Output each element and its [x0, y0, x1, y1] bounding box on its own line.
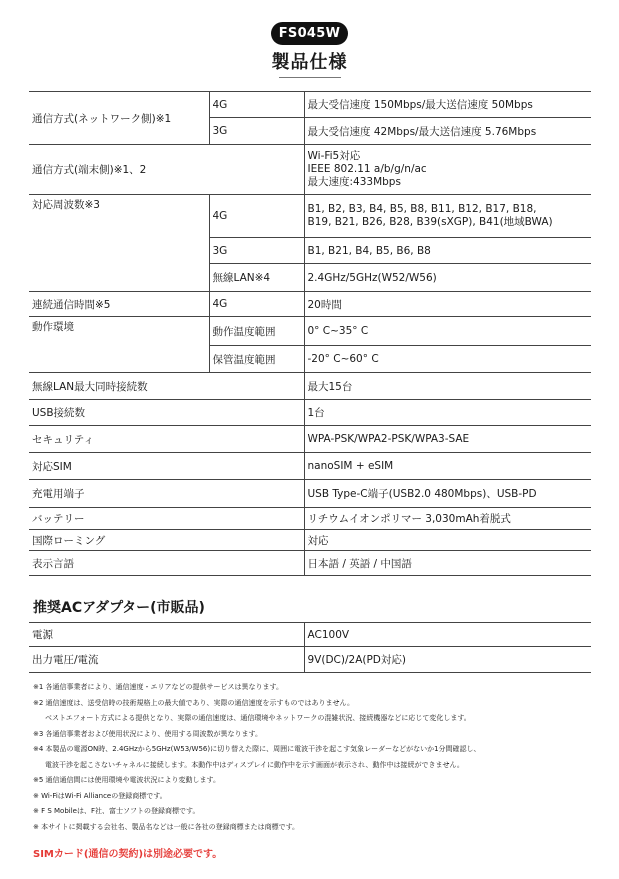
row-value: AC100V — [304, 623, 591, 647]
row-value — [304, 145, 591, 195]
row-value: -20° C~60° C — [304, 346, 591, 373]
title-underline — [279, 77, 341, 78]
row-value — [304, 195, 591, 238]
footnotes — [33, 680, 593, 835]
row-label: USB接続数 — [29, 400, 304, 426]
row-value: 対応 — [304, 530, 591, 551]
row-value-line: 最大速度:433Mbps — [307, 176, 401, 189]
row-value: 日本語 / 英語 / 中国語 — [304, 551, 591, 576]
table-row — [29, 317, 591, 346]
table-row — [29, 647, 591, 673]
footnote: ※1 各通信事業者により、通信速度・エリアなどの提供サービスは異なります。 — [33, 683, 283, 691]
table-row — [29, 400, 591, 426]
table-row — [29, 453, 591, 480]
footnote: ※2 通信速度は、送受信時の技術規格上の最大値であり、実際の通信速度を示すものではありません。 — [33, 698, 354, 707]
row-value: WPA-PSK/WPA2-PSK/WPA3-SAE — [304, 426, 591, 453]
row-value: 最大15台 — [304, 373, 591, 400]
model-badge: FS045W — [271, 22, 348, 45]
row-value-line: IEEE 802.11 a/b/g/n/ac — [307, 162, 427, 175]
table-row — [29, 195, 591, 238]
row-label: 国際ローミング — [29, 530, 304, 551]
table-row — [29, 480, 591, 508]
table-row — [29, 145, 591, 195]
row-sublabel: 4G — [209, 195, 304, 238]
row-value: 1台 — [304, 400, 591, 426]
footnote: ※ Wi-FiはWi-Fi Allianceの登録商標です。 — [33, 791, 167, 800]
row-label: バッテリー — [29, 508, 304, 530]
row-label: 充電用端子 — [29, 480, 304, 508]
footnote: 電波干渉を起こさないチャネルに接続します。本動作中はディスプレイに動作中を示す画面が表示され、動作中は接続ができません。 — [45, 760, 464, 769]
row-label: 通信方式(端末側)※1、2 — [29, 145, 304, 195]
footnote: ベストエフォート方式による提供となり、実際の通信速度は、通信環境やネットワークの混雑状況、接続機器などに応じて変化します。 — [45, 714, 471, 722]
page-title: 製品仕様 — [271, 52, 348, 73]
row-value-line: B19, B21, B26, B28, B39(sXGP), B41(地域BWA) — [307, 216, 553, 228]
row-value: B1, B21, B4, B5, B6, B8 — [304, 238, 591, 264]
row-label: 通信方式(ネットワーク側)※1 — [29, 92, 209, 145]
adapter-section-title: 推奨ACアダプター(市販品) — [33, 600, 205, 616]
row-sublabel: 保管温度範囲 — [209, 346, 304, 373]
row-value: 0° C~35° C — [304, 317, 591, 346]
footnote: ※ 本サイトに掲載する会社名、製品名などは一般に各社の登録商標または商標です。 — [33, 822, 300, 831]
row-value-line: Wi-Fi5対応 — [307, 149, 361, 162]
table-row — [29, 373, 591, 400]
table-row — [29, 92, 591, 118]
row-label: 対応SIM — [29, 453, 304, 480]
row-sublabel: 無線LAN※4 — [209, 264, 304, 292]
row-label: 電源 — [29, 623, 304, 647]
row-value: 2.4GHz/5GHz(W52/W56) — [304, 264, 591, 292]
row-value: USB Type-C端子(USB2.0 480Mbps)、USB-PD — [304, 480, 591, 508]
footnote: ※ F S Mobileは、F社、富士ソフトの登録商標です。 — [33, 807, 200, 815]
row-sublabel: 動作温度範囲 — [209, 317, 304, 346]
table-row — [29, 530, 591, 551]
row-value: リチウムイオンポリマー 3,030mAh着脱式 — [304, 508, 591, 530]
spec-table — [29, 91, 591, 576]
sim-required-warning: SIMカード(通信の契約)は別途必要です。 — [33, 849, 223, 860]
row-label: 表示言語 — [29, 551, 304, 576]
row-label: 出力電圧/電流 — [29, 647, 304, 673]
row-sublabel: 3G — [209, 238, 304, 264]
table-row — [29, 508, 591, 530]
row-label: 動作環境 — [29, 317, 209, 373]
footnote: ※5 通信通信間には使用環境や電波状況により変動します。 — [33, 776, 220, 784]
footnote: ※3 各通信事業者および使用状況により、使用する周波数が異なります。 — [33, 729, 262, 738]
row-value-line: B1, B2, B3, B4, B5, B8, B11, B12, B17, B18, — [307, 202, 537, 215]
table-row — [29, 551, 591, 576]
adapter-table — [29, 622, 591, 673]
row-value: 9V(DC)/2A(PD対応) — [304, 647, 591, 673]
table-row — [29, 426, 591, 453]
row-label: 対応周波数※3 — [29, 195, 209, 292]
table-row — [29, 623, 591, 647]
row-label: 無線LAN最大同時接続数 — [29, 373, 304, 400]
row-sublabel: 4G — [209, 292, 304, 317]
row-value: nanoSIM + eSIM — [304, 453, 591, 480]
row-label: 連続通信時間※5 — [29, 292, 209, 317]
row-label: セキュリティ — [29, 426, 304, 453]
row-sublabel: 3G — [209, 118, 304, 145]
row-value: 最大受信速度 42Mbps/最大送信速度 5.76Mbps — [304, 118, 591, 145]
row-value: 最大受信速度 150Mbps/最大送信速度 50Mbps — [304, 92, 591, 118]
row-value: 20時間 — [304, 292, 591, 317]
table-row — [29, 292, 591, 317]
row-sublabel: 4G — [209, 92, 304, 118]
footnote: ※4 本製品の電源ON時、2.4GHzから5GHz(W53/W56)に切り替えた際に、周囲に電波干渉を起こす気象レーダーなどがないか1分間確認し、 — [33, 745, 481, 753]
